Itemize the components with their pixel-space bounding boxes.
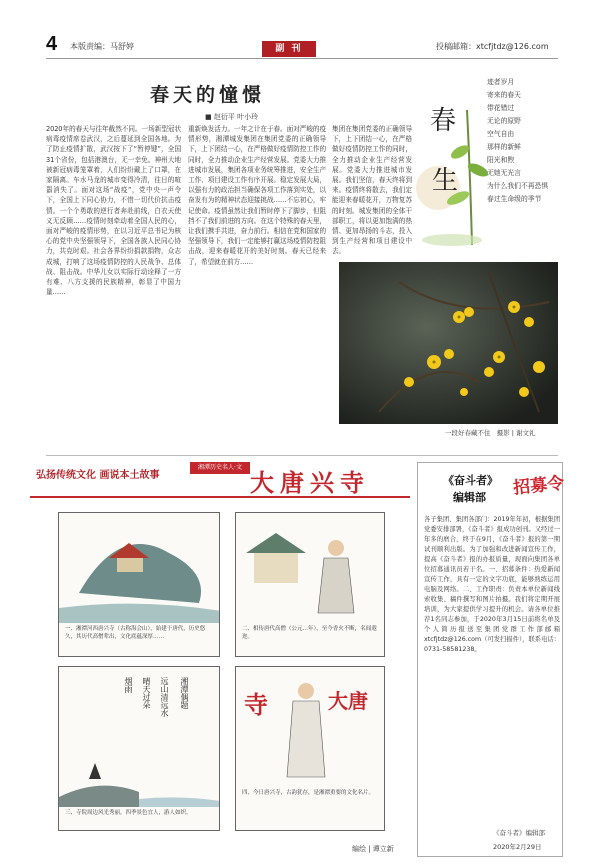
panel-caption: 一、湘潭河西唐兴寺（古称海会山），始建于唐代，历史悠久，其历代高僧辈出，文化底蕴深厚…… xyxy=(65,626,206,640)
poem-line: 寄来的春天 xyxy=(487,91,521,99)
comic-slogan: 弘扬传统文化 画说本土故事 xyxy=(36,470,160,481)
section-divider xyxy=(46,455,558,456)
water xyxy=(59,604,220,623)
panel-poem-line: 晴天过朵 xyxy=(142,677,151,709)
sprout-stem xyxy=(467,110,472,245)
photo-bg xyxy=(339,262,558,424)
poem-line: 迹者岁月 xyxy=(487,78,515,86)
comic-panel-4 xyxy=(235,666,385,831)
panel-calligraphy-1: 寺 xyxy=(244,690,268,719)
pavilion-roof xyxy=(246,533,306,553)
photo-title: 一段好春藏不住 xyxy=(445,429,491,437)
comic-panel-1 xyxy=(58,512,220,657)
photo-caption xyxy=(445,428,536,437)
panel-calligraphy-2: 大唐 xyxy=(328,689,368,713)
water xyxy=(139,797,220,807)
comic-panel-2 xyxy=(235,512,385,657)
photo-credit: 摄影 | 谢文礼 xyxy=(496,429,536,437)
recruit-title-2: 编辑部 xyxy=(453,491,486,504)
recruit-title-1: 《奋斗者》 xyxy=(443,474,498,487)
panel-caption: 四、今日唐兴寺，古韵犹存，是湘潭重要的文化名片。 xyxy=(242,790,375,796)
flower-photo-svg xyxy=(339,262,558,424)
ground xyxy=(422,234,482,246)
submission-email: 投稿邮箱：xtcfjtdz@126.com xyxy=(436,42,549,51)
article-column-1: 2020年的春天与往年截然不同。一场新型冠状病毒疫情席卷武汉，之后蔓延到全国各地。为了防止疫情扩散，武汉按下了“暂停键”，全国31个省份，包括港澳台，无一幸免。神州大地被新冠病毒笼罩着，人们纷纷戴上了口罩，在家隔离。车水马龙的城市变得冷清，往日的喧嚣消失了。面对这场“战疫”，党中央一声令下，全国上下同心协力，不惜一切代价抗击疫情。一个个勇敢的逆行者奔赴前线，白衣天使义无反顾……疫情时刻牵动着全国人民的心，面对严峻的疫情形势，在以习近平总书记为核心的党中央坚强领导下，全国各族人民同心协力，共克时艰。社会各界纷纷捐款捐物，众志成城，打响了这场疫情防控的人民战争、总体战、阻击战。中华儿女以实际行动诠释了一方有难、八方支援的民族精神，彰显了中国力量…… xyxy=(46,125,181,297)
flower-photo xyxy=(339,262,558,424)
panel-caption: 三、寺院周边风光秀丽，四季景色宜人，游人如织。 xyxy=(65,810,192,816)
monk-head xyxy=(328,540,344,556)
spring-illustration xyxy=(412,70,572,260)
pavilion xyxy=(254,553,298,583)
poem-line: 空气自由 xyxy=(487,130,515,138)
scholar-head xyxy=(298,683,314,699)
panel-poem-line: 远山清远水 xyxy=(160,677,169,717)
recruit-date: 2020年2月29日 xyxy=(493,843,542,851)
panel-1-art xyxy=(59,513,220,623)
panel-2-art xyxy=(236,513,385,623)
panel-3-art xyxy=(59,757,220,807)
rock xyxy=(59,786,139,807)
figure xyxy=(89,763,101,779)
article-title: 春天的憧憬 xyxy=(150,84,266,106)
article-column-2: 重新焕发活力。一年之计在于春。面对严峻的疫情形势，湘潭城发集团在集团党委的正确领导下，上下团结一心，在严格做好疫情防控工作的同时，全力推动企业生产经营发展。党委大力推进城市发展，集团各项业务统筹推进，安全生产工作、项目建设工作有序开展。稳定发展大局，以强有力的政治担当确保各项工作落到实处，以奋发有为的精神状态迎接挑战……不忘初心，牢记使命。疫情虽然让我们暂时停下了脚步，但阻挡不了我们前进的方向。在这个特殊的春天里，让我们携手共进，奋力前行。相信在党和国家的坚强领导下，我们一定能够打赢这场疫情防控阻击战，迎来春暖花开的美好时刻。春天已经来了，希望就在前方…… xyxy=(188,125,326,266)
poem-line: 带花错过 xyxy=(487,104,515,112)
series-label: 湘潭历史名人·文 xyxy=(190,462,250,474)
poem-line: 无论的原野 xyxy=(487,117,521,125)
recruit-body: 各子集团、集团各部门：2019年年初，根据集团党委安排部署，《奋斗者》报成功创刊。又经过一年多的磨合，终于在9月，《奋斗者》报的第一期试刊顺利出版。为了加强和改进新闻宣传工作，提高《奋斗者》报的办报质量，现面向集团各单位招募通讯员若干名。一、招募条件：热爱新闻宣传工作，具有一定的文字功底，能够熟练运用电脑及网络。二、工作职责：负责本单位新闻线索收集、稿件撰写和图片拍摄。我们将定期开展培训，为大家提供学习提升的机会。请各单位推荐1名同志参加，于2020年3月15日前将名单及个人简历报送至集团党群工作部邮箱xtcfjtdz@126.com（可发扫描件），联系电话：0731-58581238。 xyxy=(424,516,560,653)
panel-4-art xyxy=(281,677,331,787)
comic-editor: 编绘 | 谭立新 xyxy=(352,845,394,853)
recruit-badge: 招募令 xyxy=(512,473,566,499)
art-char-2: 生 xyxy=(432,166,459,196)
temple-wall xyxy=(117,558,143,572)
panel-caption: 二、相传唐代高僧（公元…年），至今香火不断，名闻遐迩。 xyxy=(242,626,377,640)
poem-line: 无她无光言 xyxy=(487,169,521,177)
comic-panel-3 xyxy=(58,666,220,831)
art-char-1: 春 xyxy=(430,106,457,136)
comic-title: 大唐兴寺 xyxy=(250,468,370,497)
panel-poem-title: 湘潭偶题 xyxy=(180,677,189,709)
page-editor: 本版责编：马舒婷 xyxy=(70,42,134,51)
article-byline: ■ 赵衍平 叶小玲 xyxy=(205,113,259,121)
monk-robe xyxy=(318,558,354,613)
poem-line: 那样的新鲜 xyxy=(487,143,521,151)
section-tab: 副 刊 xyxy=(262,41,316,57)
scholar-robe xyxy=(287,701,325,777)
poem-line: 为什么我们不再恐惧 xyxy=(487,182,549,190)
poem-line: 春过生命级的季节 xyxy=(487,195,542,203)
panel-poem-line: 烟雨 xyxy=(124,677,133,693)
recruit-signature: 《奋斗者》编辑部 xyxy=(493,829,545,837)
article-column-3: 集团在集团党委的正确领导下，上下团结一心，在严格做好疫情防控工作的同时，全力推动企业生产经营发展。党委大力推进城市发展。我们坚信，春天终将到来。疫情终将散去，我们定能迎来春暖花开，万物复苏的时刻。城发集团的全体干部职工，将以更加饱满的热情、更加昂扬的斗志，投入到生产经营和项目建设中去。 xyxy=(332,125,412,256)
page-number: 4 xyxy=(46,33,58,55)
poem-line: 阳光和煦 xyxy=(487,156,515,164)
header-divider xyxy=(46,58,558,59)
